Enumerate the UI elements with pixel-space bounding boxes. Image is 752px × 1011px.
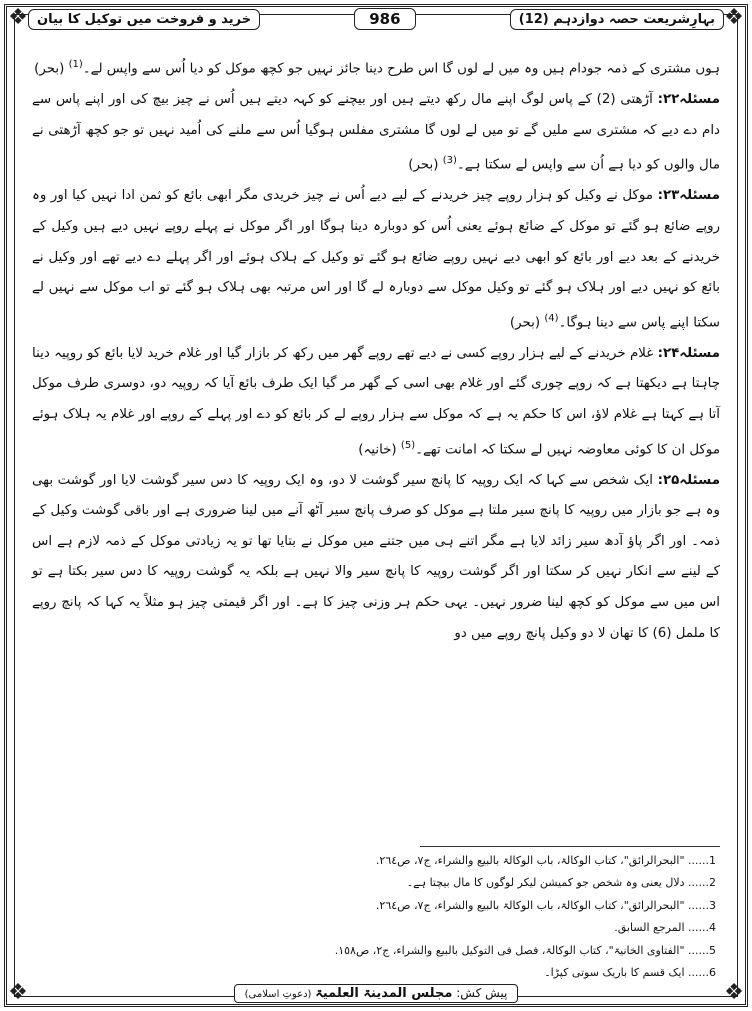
paragraph-text: آڑھتی (2) کے پاس لوگ اپنے مال رکھ دیتے ہیں اور بیچنے کو کہہ دیتے ہیں اُس نے چیز بیچ کی اور اپنے پاس سے دام دے دیے کہ مشتری سے ملیں گے تو میں لے لوں گا مشتری مفلس ہوگیا اُس سے ملنے کی اُمید نہیں تو جو کچھ آڑھتی نے مال والوں کو دیا ہے اُن سے واپس لے سکتا ہے۔ (32, 92, 720, 173)
footnote-ref: (1) (68, 59, 83, 70)
book-title: بہارِشریعت حصہ دوازدہم (12) (510, 9, 724, 30)
paragraph-text: ہوں مشتری کے ذمہ جودام ہیں وہ میں لے لوں گا اس طرح دینا جائز نہیں جو کچھ موکل کو دیا اُس سے واپس لے۔ (82, 61, 720, 77)
publisher-sub: (دعوتِ اسلامی) (244, 989, 312, 1000)
footnote: 3...... "البحرالرائق"، کتاب الوکالۃ، باب الوکالۃ بالبیع والشراء، ج۷، ص۲٦٤. (375, 898, 716, 912)
page-number: 986 (354, 8, 415, 30)
corner-ornament-icon: ❖ (8, 980, 28, 1005)
paragraph (32, 50, 720, 85)
footer-label: پیش کش: (456, 986, 508, 1000)
footnote: 5...... "الفتاوی الخانیۃ"، کتاب الوکالۃ، فصل فی التوکیل بالبیع والشراء، ج۲، ص۱٥۸. (334, 943, 716, 957)
footnotes (36, 850, 716, 984)
footnote-divider (420, 846, 720, 847)
source-ref: (خانیہ) (358, 442, 401, 457)
footnote: 1...... "البحرالرائق"، کتاب الوکالۃ، باب الوکالۃ بالبیع والشراء، ج۷، ص۲٦٤. (375, 854, 716, 867)
masala-label: مسئلہ۲۴: (657, 345, 720, 361)
page-header (28, 4, 724, 34)
paragraph (32, 339, 720, 466)
footnote-ref: (3) (442, 155, 457, 167)
paragraph-text: موکل نے وکیل کو ہزار روپے چیز خریدنے کے لیے دیے اُس نے چیز خریدی مگر ابھی بائع کو ثمن ادا نہیں کیا اور وہ روپے ضائع ہو گئے تو موکل کے ضائع ہوئے یعنی اُس کو دوبارہ دینا ہوگا اور اگر موکل نے پہلے روپے نہیں دیے ہیں وکیل کے خریدنے کے بعد دیے اور بائع کو ابھی دیے نہیں روپے ضائع ہو گئے تو وکیل کے ہلاک ہوئے اور اگر پہلے دے دیے تھے اور وکیل نے بائع کو نہیں دیے اور ہلاک ہو گئے تو وکیل موکل سے دوبارہ لے گا اور اس مرتبہ بھی ہلاک ہو گئے تو اب موکل سے نہیں لے سکتا اپنے پاس سے دینا ہوگا۔ (32, 188, 720, 331)
paragraph-text: ایک شخص سے کہا کہ ایک روپیہ کا پانچ سیر گوشت لا دو، وہ ایک روپیہ کا دس سیر گوشت لایا اور گوشت بھی وہ ہے جو بازار میں روپیہ کا پانچ سیر ملتا ہے موکل کو صرف پانچ سیر آٹھ آنے میں لینا ضروری ہے اور باقی گوشت وکیل کے ذمہ۔ اور اگر پاؤ آدھ سیر زائد لایا ہے مگر اتنے ہی میں جتنے میں موکل نے بتایا تھا تو یہ زیادتی موکل کے ذمہ لازم ہے اس کے لینے سے انکار نہیں کر سکتا اور اگر گوشت روپیہ کا پانچ سیر والا نہیں ہے بلکہ یہ گوشت روپیہ کا دس سیر بکتا ہے تو اس میں سے موکل کو کچھ لینا ضرور نہیں۔ یہی حکم ہر وزنی چیز کا ہے۔ اور اگر قیمتی چیز ہو مثلاً یہ کہا کہ پانچ روپے کا ململ (6) کا تھان لا دو وکیل پانچ روپے میں دو (32, 472, 720, 641)
corner-ornament-icon: ❖ (724, 980, 744, 1005)
corner-ornament-icon: ❖ (8, 5, 28, 30)
paragraph (32, 181, 720, 338)
paragraph (32, 466, 720, 650)
page-footer (0, 984, 752, 1003)
footnote: 4...... المرجع السابق. (614, 921, 716, 935)
publisher-box (234, 984, 519, 1003)
corner-ornament-icon: ❖ (724, 5, 744, 30)
paragraph (32, 85, 720, 181)
source-ref: (بحر) (34, 61, 69, 77)
main-text (32, 50, 720, 649)
footnote: 2...... دلال یعنی وہ شخص جو کمیشن لیکر لوگوں کا مال بیچتا ہے۔ (406, 876, 716, 890)
masala-label: مسئلہ۲۲: (657, 92, 720, 108)
chapter-title: خرید و فروخت میں توکیل کا بیان (28, 9, 260, 30)
source-ref: (بحر) (408, 157, 443, 173)
footnote-ref: (4) (544, 312, 559, 324)
source-ref: (بحر) (509, 315, 545, 331)
paragraph-text: غلام خریدنے کے لیے ہزار روپے کسی نے دیے تھے روپے گھر میں رکھ کر بازار گیا اور غلام خرید لایا بائع کو روپیہ دینا چاہتا ہے دیکھتا ہے کہ روپے چوری گئے اور غلام بھی اسی کے گھر مر گیا ایک طرف بائع آیا کہ روپیہ دو، دوسری طرف موکل آتا ہے کہتا ہے غلام لاؤ، اس کا حکم یہ ہے کہ موکل سے ہزار روپے لے کر بائع کو دے اور پہلے کے روپے اور غلام یہ ہلاک ہوئے موکل ان کا کوئی معاوضہ نہیں لے سکتا کہ امانت تھے۔ (32, 345, 720, 457)
footnote-ref: (5) (400, 439, 416, 451)
publisher-name: مجلس المدینۃ العلمیۃ (315, 986, 453, 1001)
footnote: 6...... ایک قسم کا باریک سوتی کپڑا۔ (544, 966, 716, 980)
masala-label: مسئلہ۲۳: (657, 188, 720, 204)
masala-label: مسئلہ۲۵: (657, 472, 720, 488)
